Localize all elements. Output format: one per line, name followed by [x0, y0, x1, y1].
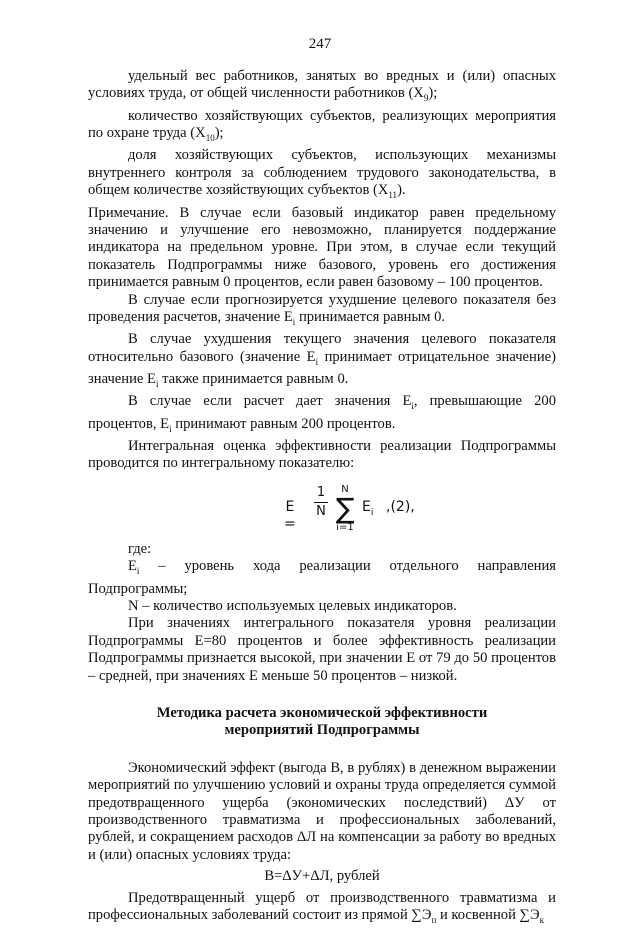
text: также принимается равным 0. [158, 371, 349, 388]
subscript: к [539, 914, 544, 925]
paragraph-note: Примечание. В случае если базовый индикатор равен предельному значению и улучшение его невозможно, планируется поддержание индикатора на предельном уровне. При этом, в случае если текущий показатель Подпрограммы ниже базового, уровень его достижения принимается равным 0 процентов, если равен базовому – 100 процентов. [88, 204, 556, 291]
formula-lhs: E = [284, 498, 296, 533]
formula-number: ,(2), [386, 498, 415, 515]
subscript: 9 [423, 93, 429, 104]
text: В случае ухудшения текущего значения целевого показателя относительно базового (значение E [88, 331, 556, 365]
definition-ei [88, 558, 556, 598]
paragraph-effect: Экономический эффект (выгода В, в рублях) в денежном выражении мероприятий по улучшению условий и охраны труда определяется суммой предотвращенного ущерба (экономических последствий) ΔУ от производственного травматизма и профессиональных заболеваний, рублей, и сокращением расходов ΔЛ на компенсации за работу во вредных и (или) опасных условиях труда: [88, 759, 556, 863]
term-symbol: E [362, 498, 371, 515]
subscript: i [411, 401, 414, 412]
subscript: п [431, 914, 437, 925]
subscript: 11 [388, 190, 398, 201]
subscript: i [136, 566, 140, 577]
document-body [88, 68, 556, 929]
fraction-numerator: 1 [316, 484, 326, 500]
paragraph-values: При значениях интегрального показателя уровня реализации Подпрограммы E=80 процентов и более эффективность реализации Подпрограммы признается высокой, при значении E от 79 до 50 процентов – средней, при значениях E меньше 50 процентов – низкой. [88, 615, 556, 684]
sum-sigma-icon: ∑ [335, 491, 355, 525]
text: количество хозяйствующих субъектов, реализующих мероприятия по охране труда (X [88, 107, 556, 142]
formula-b: В=ΔУ+ΔЛ, рублей [264, 868, 380, 885]
text: принимает отрицательное значение) значение E [88, 348, 556, 388]
text: доля хозяйствующих субъектов, использующих механизмы внутреннего контроля за соблюдением трудового законодательства, в общем количестве хозяйствующих субъектов (X [88, 147, 556, 199]
paragraph-x9 [88, 68, 556, 108]
paragraph-x11 [88, 147, 556, 204]
text: и косвенной ∑Э [436, 907, 540, 923]
subscript: i [292, 316, 296, 327]
formula-sum [332, 485, 358, 533]
spacer [88, 740, 556, 760]
text: E [128, 558, 137, 575]
text: – уровень хода реализации отдельного направления Подпрограммы; [88, 558, 556, 597]
fraction-denominator: N [316, 503, 326, 519]
where-label: где: [128, 540, 152, 557]
text: , превышающие 200 процентов, E [88, 393, 556, 432]
subscript: i [315, 356, 319, 367]
spacer [88, 685, 556, 705]
text: В случае если расчет дает значения E [128, 393, 412, 410]
text: В случае если прогнозируется ухудшение целевого показателя без проведения расчетов, значение E [88, 291, 556, 325]
formula-fraction [314, 485, 328, 520]
subscript: 10 [205, 133, 215, 144]
sum-lower: i=1 [336, 521, 354, 533]
paragraph-forecast [88, 292, 556, 332]
paragraph-200 [88, 393, 556, 438]
text: принимается равным 0. [295, 309, 446, 325]
text: принимают равным 200 процентов. [171, 415, 396, 432]
text: Предотвращенный ущерб от производственного травматизма и профессиональных заболеваний состоит из прямой ∑Э [88, 889, 556, 923]
paragraph-integral: Интегральная оценка эффективности реализации Подпрограммы проводится по интегральному показателю: [88, 437, 556, 472]
section-heading-line1: Методика расчета экономической эффективности [156, 704, 488, 721]
formula-integral [88, 481, 556, 537]
fraction-bar [314, 502, 328, 503]
definition-n: N – количество используемых целевых индикаторов. [128, 597, 457, 614]
paragraph-x10 [88, 108, 556, 148]
paragraph-last [88, 890, 556, 929]
text: ). [397, 182, 406, 199]
text: удельный вес работников, занятых во вредных и (или) опасных условиях труда, от общей численности работников (X [88, 68, 556, 102]
section-heading-line2: мероприятий Подпрограммы [224, 722, 420, 739]
sum-upper: N [341, 483, 349, 495]
paragraph-worse [88, 331, 556, 393]
text: ); [214, 125, 224, 142]
text: ); [428, 85, 438, 102]
subscript: i [169, 423, 172, 434]
page-number: 247 [308, 36, 332, 52]
subscript: i [155, 378, 159, 389]
term-subscript: i [370, 507, 374, 518]
formula-term [362, 499, 373, 522]
